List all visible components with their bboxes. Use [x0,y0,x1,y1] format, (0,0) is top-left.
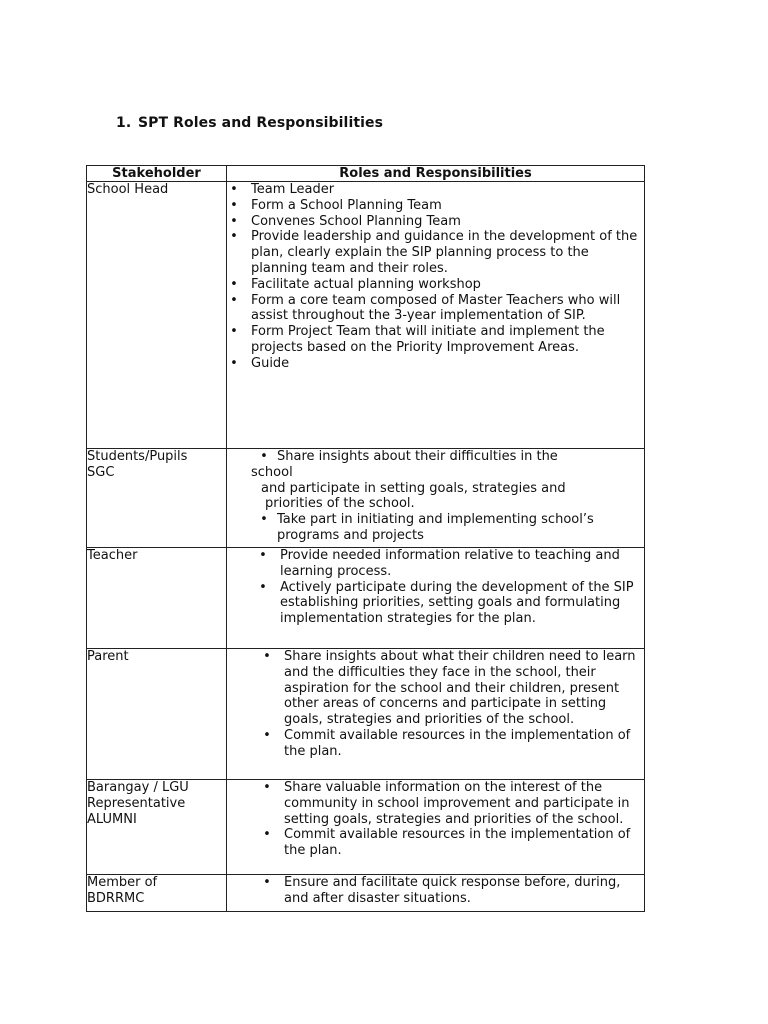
bullet-icon: • [263,780,271,795]
bullet-icon: • [230,292,238,308]
header-roles: Roles and Responsibilities [227,166,645,182]
bullet-icon: • [230,324,238,340]
role-text-continuation: school [251,464,293,480]
list-item [227,229,644,276]
role-text: Guide [251,355,290,371]
table-row [87,449,645,548]
roles-list [257,449,644,465]
table-row [87,182,645,449]
role-text: Form Project Team that will initiate and implement the projects based on the Priority Improvement Areas. [251,324,605,355]
stakeholder-cell [87,548,227,649]
bullet-icon: • [230,182,238,197]
bullet-icon: • [230,197,238,213]
list-item [227,198,644,214]
role-text: Ensure and facilitate quick response before, during, and after disaster situations. [284,875,621,906]
roles-cell [227,649,645,780]
list-item [227,356,644,372]
table-header-row [87,166,645,182]
role-text: Commit available resources in the implementation of the plan. [284,827,631,859]
header-stakeholder: Stakeholder [87,166,227,182]
stakeholder-name: Barangay / LGU [87,780,189,795]
stakeholder-name: School Head [87,182,169,197]
list-item [227,324,644,356]
role-text: Provide needed information relative to teaching and learning process. [280,548,620,579]
roles-list [260,649,644,760]
bullet-icon: • [259,548,267,563]
list-item [260,827,644,859]
stakeholder-name: Member of [87,875,158,890]
stakeholder-name: Parent [87,649,129,664]
bullet-icon: • [230,355,238,371]
role-text-continuation: priorities of the school. [265,496,415,512]
bullet-icon: • [263,827,271,843]
bullet-icon: • [263,649,271,664]
roles-cell [227,449,645,548]
roles-list [227,182,644,372]
roles-list [260,780,644,859]
list-item [227,277,644,293]
roles-cell [227,182,645,449]
bullet-icon: • [230,276,238,292]
roles-list [256,548,644,627]
role-text: Form a School Planning Team [251,197,442,213]
bullet-icon: • [230,213,238,229]
section-title [116,116,383,132]
table-row [87,649,645,780]
stakeholder-cell [87,780,227,875]
role-text: Form a core team composed of Master Teachers who will assist throughout the 3-year implementation of SIP. [251,292,621,324]
table-row [87,875,645,912]
roles-list [260,875,644,907]
stakeholder-cell [87,649,227,780]
stakeholder-cell [87,875,227,912]
table-row [87,548,645,649]
stakeholder-name: ALUMNI [87,811,137,827]
list-item [227,182,644,198]
stakeholder-cell [87,449,227,548]
stakeholder-cell [87,182,227,449]
section-number: 1. [116,115,132,131]
role-text: Actively participate during the development of the SIP establishing priorities, setting goals and formulating implementation strategies for the plan. [280,579,634,627]
bullet-icon: • [263,727,271,743]
roles-cell [227,875,645,912]
section-title-text: SPT Roles and Responsibilities [138,115,384,131]
roles-table [86,165,645,912]
list-item [256,548,644,580]
list-item [227,214,644,230]
bullet-icon: • [260,512,268,528]
roles-list [257,512,644,544]
list-item [260,649,644,728]
stakeholder-name: Students/Pupils [87,449,188,464]
list-item [257,512,644,544]
stakeholder-name: Teacher [87,548,138,563]
role-text: Convenes School Planning Team [251,213,461,229]
stakeholder-name: SGC [87,464,115,480]
bullet-icon: • [230,229,238,245]
roles-cell [227,780,645,875]
stakeholder-name: BDRRMC [87,890,145,906]
role-text: Share valuable information on the interest of the community in school improvement and participate in setting goals, strategies and priorities of the school. [284,780,630,827]
list-item [260,728,644,760]
role-text-continuation: and participate in setting goals, strategies and [261,480,566,496]
bullet-icon: • [260,449,268,464]
list-item [227,293,644,325]
role-text: Share insights about their difficulties in the [277,449,558,464]
list-item [260,875,644,907]
stakeholder-name: Representative [87,795,186,811]
list-item [257,449,644,465]
role-text: Take part in initiating and implementing school’s programs and projects [277,512,594,543]
role-text: Provide leadership and guidance in the development of the plan, clearly explain the SIP planning process to the planning team and their roles. [251,229,638,276]
list-item [260,780,644,827]
role-text: Facilitate actual planning workshop [251,276,481,292]
bullet-icon: • [259,579,267,595]
role-text: Team Leader [251,182,335,197]
list-item [256,580,644,627]
roles-cell [227,548,645,649]
bullet-icon: • [263,875,271,890]
role-text: Share insights about what their children need to learn and the difficulties they face in the school, their aspiration for the school and their children, present other areas of concerns and participate in setting goals, strategies and priorities of the school. [284,649,636,728]
table-row [87,780,645,875]
role-text: Commit available resources in the implementation of the plan. [284,727,631,759]
